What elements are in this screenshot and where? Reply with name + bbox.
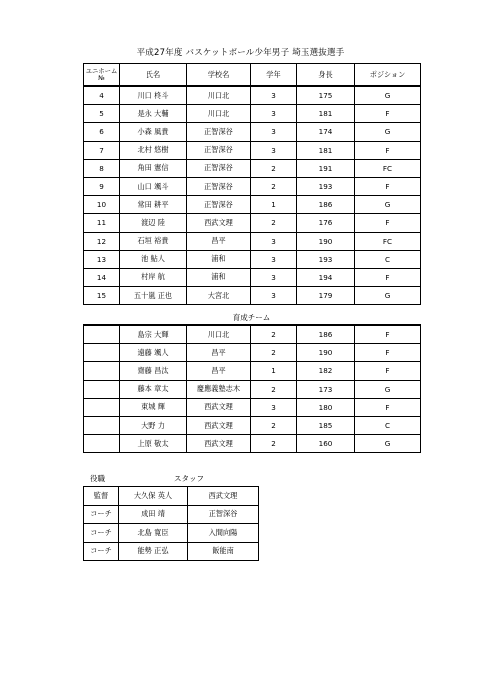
player-row (84, 232, 421, 250)
cell-grade: 2 (251, 177, 297, 195)
cell-name: 大久保 英人 (119, 487, 188, 506)
header-name: 氏名 (120, 64, 187, 87)
cell-name: 成田 靖 (119, 505, 188, 524)
cell-grade: 2 (251, 344, 297, 362)
player-row (84, 214, 421, 232)
cell-height: 160 (297, 435, 355, 453)
cell-pos: G (355, 435, 421, 453)
cell-name: 石垣 裕貴 (120, 232, 187, 250)
cell-no (84, 344, 120, 362)
cell-school: 川口北 (187, 86, 251, 105)
development-row (84, 380, 421, 398)
development-row (84, 325, 421, 344)
cell-height: 181 (297, 141, 355, 159)
player-row (84, 268, 421, 286)
cell-school: 西武文理 (187, 398, 251, 416)
cell-school: 昌平 (187, 362, 251, 380)
cell-grade: 3 (251, 123, 297, 141)
player-row (84, 86, 421, 105)
cell-name: 五十嵐 正也 (120, 287, 187, 305)
cell-no (84, 362, 120, 380)
staff-table (83, 486, 259, 561)
cell-school: 正智深谷 (187, 159, 251, 177)
cell-pos: F (355, 141, 421, 159)
cell-grade: 1 (251, 196, 297, 214)
cell-pos: G (355, 123, 421, 141)
table-header-row (84, 64, 421, 87)
cell-pos: F (355, 362, 421, 380)
cell-pos: FC (355, 159, 421, 177)
cell-grade: 1 (251, 362, 297, 380)
cell-no (84, 380, 120, 398)
cell-role: 監督 (84, 487, 119, 506)
staff-row (84, 505, 259, 524)
cell-name: 小森 風貴 (120, 123, 187, 141)
cell-pos: F (355, 214, 421, 232)
player-row (84, 250, 421, 268)
cell-name: 渡辺 陸 (120, 214, 187, 232)
development-row (84, 344, 421, 362)
cell-pos: G (355, 196, 421, 214)
cell-pos: F (355, 105, 421, 123)
cell-height: 182 (297, 362, 355, 380)
cell-pos: F (355, 177, 421, 195)
cell-grade: 3 (251, 287, 297, 305)
cell-school: 西武文理 (188, 487, 259, 506)
cell-grade: 2 (251, 435, 297, 453)
staff-heading: スタッフ (174, 474, 204, 483)
cell-height: 176 (297, 214, 355, 232)
cell-grade: 3 (251, 250, 297, 268)
cell-name: 藤本 章太 (120, 380, 187, 398)
cell-pos: F (355, 325, 421, 344)
cell-no: 14 (84, 268, 120, 286)
header-grade: 学年 (251, 64, 297, 87)
cell-height: 185 (297, 416, 355, 434)
cell-no: 7 (84, 141, 120, 159)
cell-role: コーチ (84, 505, 119, 524)
header-uniform-line1: ユニホーム (85, 67, 118, 75)
cell-no: 5 (84, 105, 120, 123)
development-team-label: 育成チーム (232, 313, 271, 322)
cell-school: 昌平 (187, 232, 251, 250)
cell-school: 正智深谷 (187, 123, 251, 141)
cell-school: 川口北 (187, 105, 251, 123)
cell-height: 190 (297, 232, 355, 250)
cell-school: 西武文理 (187, 416, 251, 434)
cell-name: 北村 悠樹 (120, 141, 187, 159)
cell-grade: 3 (251, 141, 297, 159)
cell-pos: C (355, 416, 421, 434)
cell-height: 181 (297, 105, 355, 123)
cell-no: 9 (84, 177, 120, 195)
cell-name: 北島 寛臣 (119, 524, 188, 543)
cell-no: 8 (84, 159, 120, 177)
cell-height: 190 (297, 344, 355, 362)
player-row (84, 159, 421, 177)
cell-height: 173 (297, 380, 355, 398)
cell-no (84, 325, 120, 344)
cell-name: 島宗 大輝 (120, 325, 187, 344)
cell-school: 入間向陽 (188, 524, 259, 543)
cell-school: 昌平 (187, 344, 251, 362)
header-school: 学校名 (187, 64, 251, 87)
cell-grade: 2 (251, 159, 297, 177)
player-row (84, 196, 421, 214)
header-height: 身長 (297, 64, 355, 87)
cell-height: 193 (297, 177, 355, 195)
cell-grade: 3 (251, 105, 297, 123)
header-uniform-line2: № (98, 74, 105, 82)
cell-school: 飯能南 (188, 542, 259, 561)
cell-pos: F (355, 344, 421, 362)
cell-name: 上原 敬太 (120, 435, 187, 453)
cell-no (84, 398, 120, 416)
cell-grade: 2 (251, 214, 297, 232)
cell-name: 常田 耕平 (120, 196, 187, 214)
cell-role: コーチ (84, 524, 119, 543)
cell-school: 正智深谷 (188, 505, 259, 524)
cell-no: 13 (84, 250, 120, 268)
player-row (84, 123, 421, 141)
cell-no: 4 (84, 86, 120, 105)
cell-grade: 2 (251, 380, 297, 398)
cell-school: 正智深谷 (187, 196, 251, 214)
cell-school: 浦和 (187, 268, 251, 286)
cell-no: 6 (84, 123, 120, 141)
cell-school: 川口北 (187, 325, 251, 344)
cell-name: 能勢 正弘 (119, 542, 188, 561)
cell-grade: 3 (251, 268, 297, 286)
cell-name: 角田 憲信 (120, 159, 187, 177)
cell-height: 180 (297, 398, 355, 416)
cell-grade: 2 (251, 416, 297, 434)
cell-height: 194 (297, 268, 355, 286)
player-row (84, 141, 421, 159)
cell-height: 186 (297, 196, 355, 214)
cell-no (84, 416, 120, 434)
cell-no: 10 (84, 196, 120, 214)
cell-height: 191 (297, 159, 355, 177)
player-row (84, 287, 421, 305)
cell-school: 慶應義塾志木 (187, 380, 251, 398)
cell-pos: F (355, 268, 421, 286)
cell-grade: 3 (251, 232, 297, 250)
cell-name: 遠藤 颯人 (120, 344, 187, 362)
cell-no: 11 (84, 214, 120, 232)
cell-name: 大野 力 (120, 416, 187, 434)
cell-school: 大宮北 (187, 287, 251, 305)
development-row (84, 416, 421, 434)
cell-school: 浦和 (187, 250, 251, 268)
cell-school: 西武文理 (187, 435, 251, 453)
header-uniform-no (84, 64, 120, 87)
development-row (84, 435, 421, 453)
cell-height: 174 (297, 123, 355, 141)
cell-no: 12 (84, 232, 120, 250)
cell-grade: 2 (251, 325, 297, 344)
player-table (83, 63, 421, 305)
staff-row (84, 487, 259, 506)
cell-name: 是永 大輔 (120, 105, 187, 123)
cell-no (84, 435, 120, 453)
staff-row (84, 524, 259, 543)
cell-name: 池 鮎人 (120, 250, 187, 268)
staff-row (84, 542, 259, 561)
staff-role-heading: 役職 (90, 474, 105, 483)
page-title: 平成27年度 バスケットボール少年男子 埼玉選抜選手 (136, 48, 345, 58)
cell-grade: 3 (251, 398, 297, 416)
cell-school: 正智深谷 (187, 177, 251, 195)
development-row (84, 362, 421, 380)
cell-name: 村岸 航 (120, 268, 187, 286)
cell-school: 正智深谷 (187, 141, 251, 159)
cell-school: 西武文理 (187, 214, 251, 232)
cell-name: 齋藤 昌汰 (120, 362, 187, 380)
header-position: ポジション (355, 64, 421, 87)
player-row (84, 177, 421, 195)
cell-no: 15 (84, 287, 120, 305)
cell-name: 山口 颯斗 (120, 177, 187, 195)
cell-role: コーチ (84, 542, 119, 561)
cell-pos: FC (355, 232, 421, 250)
cell-pos: G (355, 380, 421, 398)
cell-pos: G (355, 86, 421, 105)
cell-height: 179 (297, 287, 355, 305)
cell-pos: G (355, 287, 421, 305)
cell-name: 川口 柊斗 (120, 86, 187, 105)
cell-grade: 3 (251, 86, 297, 105)
cell-height: 186 (297, 325, 355, 344)
cell-height: 175 (297, 86, 355, 105)
cell-pos: F (355, 398, 421, 416)
development-row (84, 398, 421, 416)
cell-name: 東城 輝 (120, 398, 187, 416)
development-table (83, 324, 421, 453)
player-row (84, 105, 421, 123)
cell-height: 193 (297, 250, 355, 268)
cell-pos: C (355, 250, 421, 268)
